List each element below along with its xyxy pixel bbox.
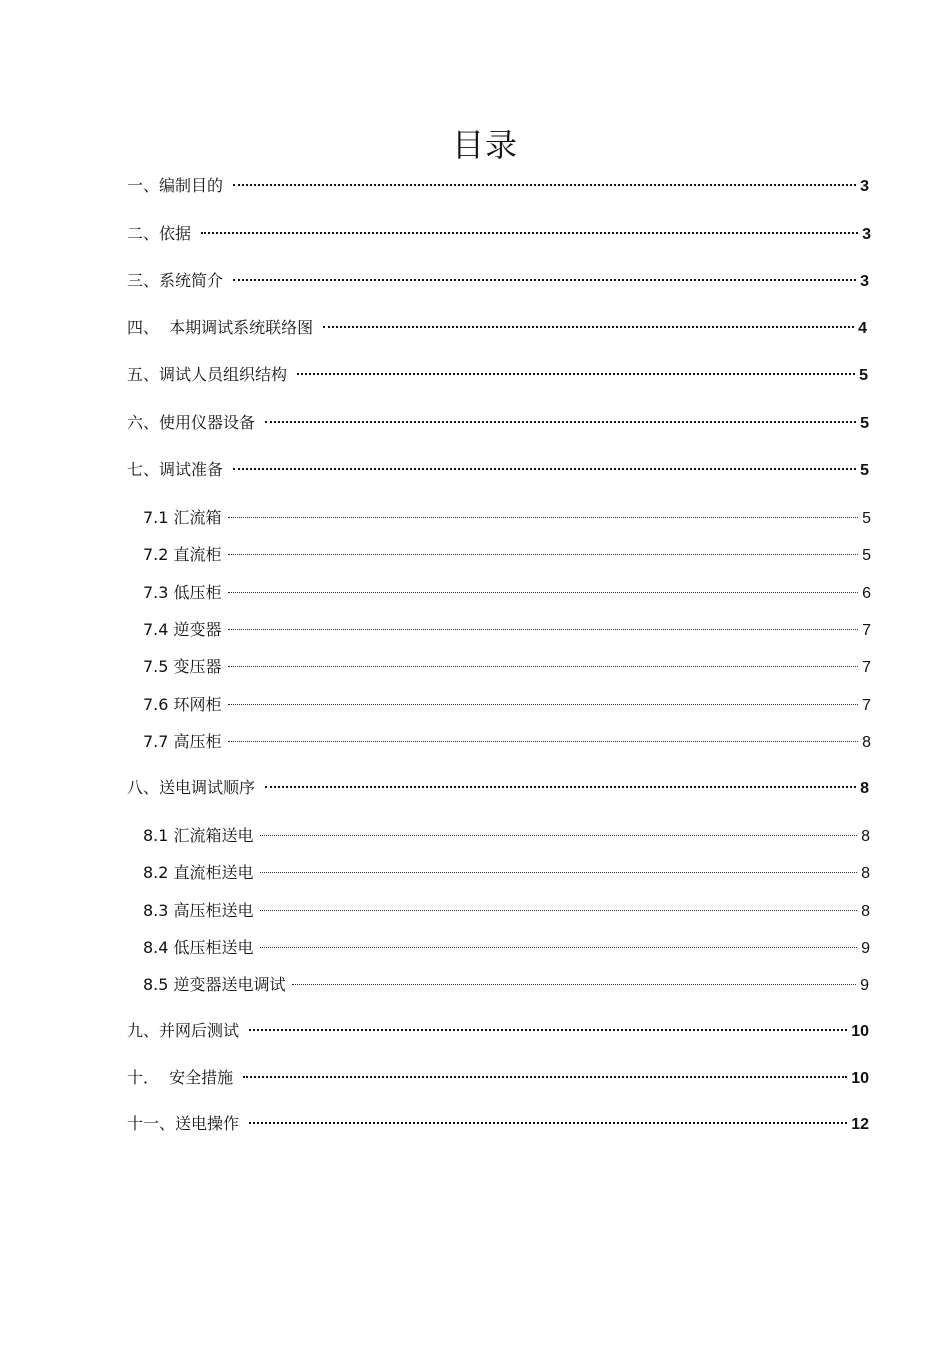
toc-entry-label: 九、并网后测试 bbox=[127, 1021, 240, 1040]
toc-page-number: 7 bbox=[862, 659, 871, 676]
toc-entry-label: 8.2 直流柜送电 bbox=[143, 863, 254, 882]
toc-entry[interactable] bbox=[127, 458, 869, 482]
toc-page-number: 7 bbox=[862, 622, 871, 639]
toc-page-number: 5 bbox=[859, 367, 868, 384]
toc-entry[interactable] bbox=[143, 581, 871, 605]
toc-entry[interactable] bbox=[143, 824, 870, 848]
toc-dot-leader bbox=[228, 704, 859, 705]
toc-dot-leader bbox=[292, 984, 857, 985]
toc-entry[interactable] bbox=[143, 618, 871, 642]
toc-dot-leader bbox=[233, 468, 856, 470]
toc-page-number: 10 bbox=[851, 1070, 869, 1087]
toc-entry[interactable] bbox=[127, 222, 871, 246]
toc-entry[interactable] bbox=[127, 1112, 869, 1136]
toc-page-number: 8 bbox=[861, 828, 870, 845]
toc-entry[interactable] bbox=[143, 730, 871, 754]
toc-page-number: 6 bbox=[862, 585, 871, 602]
toc-dot-leader bbox=[265, 786, 856, 788]
toc-entry[interactable] bbox=[143, 899, 870, 923]
toc-page-number: 5 bbox=[862, 547, 871, 564]
toc-page-number: 9 bbox=[860, 977, 869, 994]
toc-entry[interactable] bbox=[127, 174, 869, 198]
toc-dot-leader bbox=[233, 279, 856, 281]
toc-entry-label: 7.2 直流柜 bbox=[143, 545, 222, 564]
toc-page-number: 12 bbox=[851, 1116, 869, 1133]
toc-dot-leader bbox=[228, 517, 859, 518]
toc-dot-leader bbox=[228, 629, 859, 630]
toc-page-number: 5 bbox=[860, 415, 869, 432]
toc-dot-leader bbox=[249, 1029, 847, 1031]
toc-page-number: 5 bbox=[860, 462, 869, 479]
toc-entry-label: 8.4 低压柜送电 bbox=[143, 938, 254, 957]
toc-entry-label: 五、调试人员组织结构 bbox=[127, 365, 288, 384]
toc-entry[interactable] bbox=[127, 1019, 869, 1043]
toc-page-number: 3 bbox=[860, 273, 869, 290]
toc-dot-leader bbox=[201, 232, 858, 234]
toc-page-number: 7 bbox=[862, 697, 871, 714]
toc-page-number: 5 bbox=[862, 510, 871, 527]
toc-dot-leader bbox=[260, 910, 858, 911]
toc-entry[interactable] bbox=[127, 269, 869, 293]
toc-entry-label: 十一、送电操作 bbox=[127, 1114, 240, 1133]
toc-entry-label: 四、 本期调试系统联络图 bbox=[127, 318, 314, 337]
toc-entry-label: 二、依据 bbox=[127, 224, 192, 243]
toc-dot-leader bbox=[297, 373, 855, 375]
toc-dot-leader bbox=[228, 554, 859, 555]
toc-entry-label: 8.5 逆变器送电调试 bbox=[143, 975, 286, 994]
toc-page-number: 8 bbox=[861, 865, 870, 882]
toc-entry[interactable] bbox=[143, 693, 871, 717]
toc-entry[interactable] bbox=[143, 543, 871, 567]
toc-entry-label: 三、系统简介 bbox=[127, 271, 224, 290]
toc-dot-leader bbox=[260, 872, 858, 873]
toc-entry-label: 8.1 汇流箱送电 bbox=[143, 826, 254, 845]
toc-page-number: 3 bbox=[862, 226, 871, 243]
toc-entry[interactable] bbox=[143, 936, 870, 960]
toc-entry-label: 7.5 变压器 bbox=[143, 657, 222, 676]
toc-entry-label: 7.7 高压柜 bbox=[143, 732, 222, 751]
toc-dot-leader bbox=[228, 741, 859, 742]
toc-page-number: 9 bbox=[861, 940, 870, 957]
toc-entry-label: 7.6 环网柜 bbox=[143, 695, 222, 714]
toc-page-number: 3 bbox=[860, 178, 869, 195]
toc-entry[interactable] bbox=[127, 316, 867, 340]
toc-page-number: 8 bbox=[860, 780, 869, 797]
toc-entry-label: 一、编制目的 bbox=[127, 176, 224, 195]
toc-dot-leader bbox=[265, 421, 856, 423]
toc-entry-label: 八、送电调试顺序 bbox=[127, 778, 256, 797]
toc-page-number: 4 bbox=[858, 320, 867, 337]
toc-entry[interactable] bbox=[143, 861, 870, 885]
toc-page-number: 8 bbox=[862, 734, 871, 751]
toc-entry-label: 六、使用仪器设备 bbox=[127, 413, 256, 432]
toc-dot-leader bbox=[228, 592, 859, 593]
toc-entry-label: 8.3 高压柜送电 bbox=[143, 901, 254, 920]
toc-entry-label: 7.1 汇流箱 bbox=[143, 508, 222, 527]
toc-entry-label: 7.3 低压柜 bbox=[143, 583, 222, 602]
toc-entry[interactable] bbox=[127, 411, 869, 435]
toc-entry[interactable] bbox=[143, 973, 869, 997]
toc-entry[interactable] bbox=[143, 506, 871, 530]
toc-entry[interactable] bbox=[127, 1066, 869, 1090]
toc-dot-leader bbox=[260, 835, 858, 836]
toc-dot-leader bbox=[249, 1122, 847, 1124]
toc-page-number: 8 bbox=[861, 903, 870, 920]
toc-dot-leader bbox=[243, 1076, 847, 1078]
toc-entry[interactable] bbox=[127, 363, 868, 387]
toc-title: 目录 bbox=[451, 126, 518, 164]
toc-page-number: 10 bbox=[851, 1023, 869, 1040]
toc-dot-leader bbox=[233, 184, 856, 186]
toc-entry[interactable] bbox=[127, 776, 869, 800]
toc-entry-label: 七、调试准备 bbox=[127, 460, 224, 479]
toc-dot-leader bbox=[323, 326, 854, 328]
toc-dot-leader bbox=[260, 947, 858, 948]
toc-dot-leader bbox=[228, 666, 859, 667]
toc-entry-label: 7.4 逆变器 bbox=[143, 620, 222, 639]
toc-entry-label: 十． 安全措施 bbox=[127, 1068, 234, 1087]
toc-entry[interactable] bbox=[143, 655, 871, 679]
